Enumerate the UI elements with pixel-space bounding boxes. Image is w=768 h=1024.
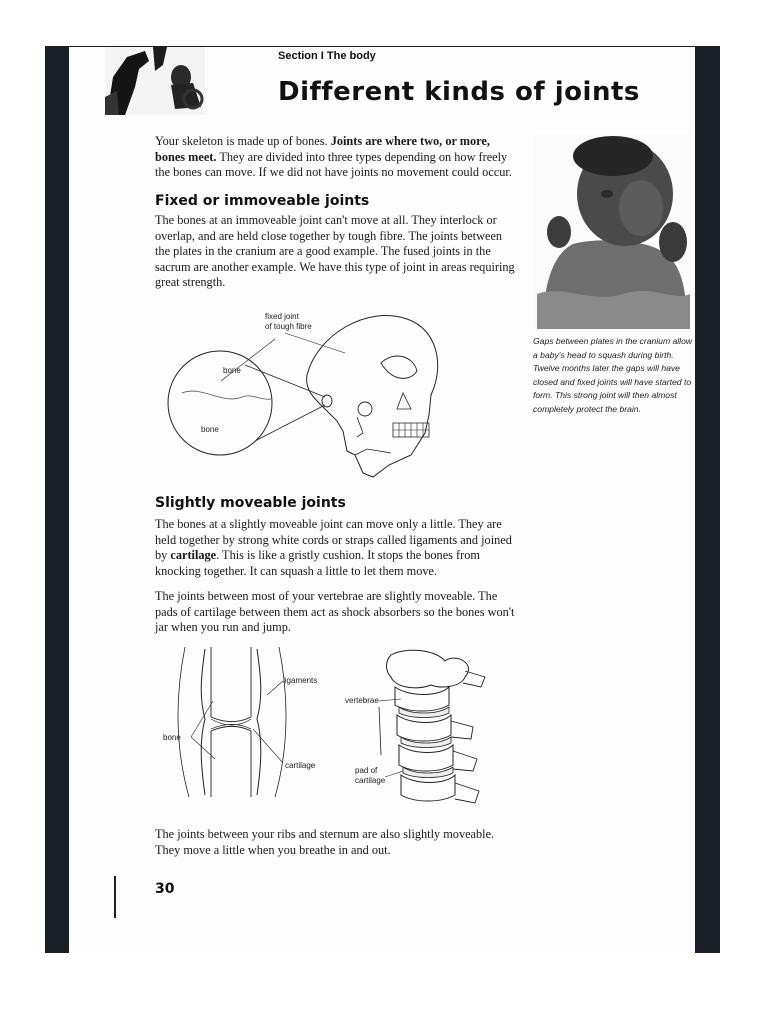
slight-joints-heading: Slightly moveable joints [155,495,346,511]
fixed-joints-heading: Fixed or immoveable joints [155,193,370,209]
label-bone-bottom: bone [201,425,219,434]
baby-photo-caption: Gaps between plates in the cranium allow a baby's head to squash during birth. Twelve months later the gaps will have closed and fixed joints will have started to form. This strong joint will then almost completely protect the brain. [533,336,693,414]
slight-joints-paragraph-1: The bones at a slightly moveable joint can move only a little. They are held together by strong white cords or straps called ligaments and joined by cartilage. This is like a gristly cushion. It stops the bones from knocking together. It can squash a little to let them move. [155,517,512,578]
textbook-page [69,47,695,953]
label-fixed-joint: fixed joint [265,312,299,321]
intro-bold-text: Joints are where two, or more, bones meet. [155,134,490,164]
margin-mark [114,876,116,918]
label-bone: bone [163,733,181,742]
page-number: 30 [155,881,175,897]
section-label: Section I The body [278,50,376,62]
baby-photo [533,134,690,329]
slight-joints-paragraph-2: The joints between most of your vertebrae are slightly moveable. The pads of cartilage between them act as shock absorbers so the bones won't jar when you run and jump. [155,589,515,634]
label-tough-fibre: of tough fibre [265,322,312,331]
cartilage-bold-text: cartilage [170,548,217,562]
header-photo [105,47,205,115]
label-ligaments: ligaments [283,676,318,685]
intro-paragraph: Your skeleton is made up of bones. Joints are where two, or more, bones meet. They are divided into three types depending on how freely the bones can move. If we did not have joints no movement could occur. [155,134,512,179]
label-pad-of: pad of [355,766,378,775]
label-bone-top: bone [223,366,241,375]
label-pad-cartilage: cartilage [355,776,386,785]
slight-joints-paragraph-3: The joints between your ribs and sternum are also slightly moveable. They move a little when you breathe in and out. [155,827,495,857]
fixed-joints-paragraph: The bones at an immoveable joint can't move at all. They interlock or overlap, and are held close together by tough fibre. The joints between the plates in the cranium are a good example. The fused joints in the sacrum are another example. We have this type of joint in areas requiring great strength. [155,213,515,289]
vertebrae-diagram [345,647,495,807]
ligament-joint-diagram [155,647,335,797]
skull-joint-diagram [167,305,447,485]
page-title: Different kinds of joints [278,77,640,107]
label-cartilage: cartilage [285,761,316,770]
label-vertebrae: vertebrae [345,696,379,705]
